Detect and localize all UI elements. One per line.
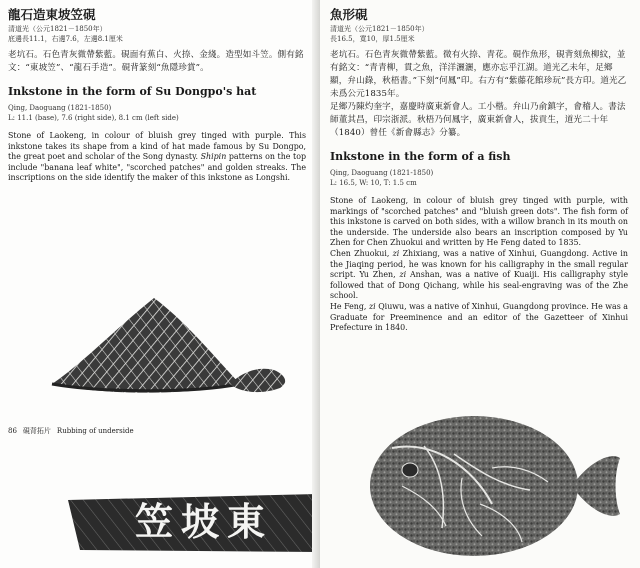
right-en-paragraph-1: Stone of Laokeng, in colour of bluish grey tinged with purple, with markings of "scorched patches" and "bluish green dots". The fish form of this inkstone is carved on both sides, with a willow branch in its mouth on the underside. The underside also bears an inscription composed by Yu Zhen for Chen Zhuokui and written by He Feng dated to 1835. (330, 196, 628, 248)
caption-en: Rubbing of underside (56, 427, 134, 435)
left-en-body-italic: Shipin (200, 152, 227, 162)
p2-italic-zi-1: zi (392, 248, 400, 258)
left-en-title: Inkstone in the form of Su Dongpo's hat (8, 85, 257, 98)
caption-zh: 硯背拓片 (22, 427, 51, 435)
page-number: 86 (8, 427, 17, 435)
left-zh-title: 龍石造東坡笠硯 (8, 7, 96, 22)
left-en-meta-dimensions: L: 11.1 (base), 7.6 (right side), 8.1 cm (left side) (8, 113, 179, 122)
right-zh-biography: 足鄉乃陳灼奎字，嘉慶時廣東新會人。工小楷。弁山乃俞鎮字，會稽人。書法師董其昌，印宗浙派。秋梧乃何鳳字，廣東新會人，拔貢生，道光二十年（1840）曾任《新會縣志》分纂。 (330, 102, 626, 138)
left-zh-description: 老坑石。石色青灰微帶紫藍。硯面有蕉白、火捺、金綫。造型如斗笠。側有銘文：“東坡笠”、“龍石手造”。硯背篆刻“魚隱珍賞”。 (8, 50, 304, 73)
right-page (320, 0, 640, 568)
left-caption (8, 427, 140, 436)
left-en-description (8, 131, 306, 184)
right-zh-description: 老坑石。石色青灰微帶紫藍。微有火捺、青花。硯作魚形，硯背刻魚柳紋，並有銘文：“青青柳，貫之魚，洋洋灑灑，應亦忘乎江湖。道光乙未年，足鄉顯，弁山錄，秋梧書。”下刻“何鳳”印。右方有“紫藤花館珍玩”長方印。道光乙未爲公元1835年。 (330, 50, 627, 99)
left-text-column (8, 7, 306, 184)
right-en-meta-dimensions: L: 16.5, W: 10, T: 1.5 cm (330, 178, 417, 187)
fish-inkstone-rubbing-image (362, 408, 624, 564)
left-zh-meta-dimensions: 底邊長11.1，右邊7.6，左邊8.1厘米 (8, 35, 123, 43)
right-en-paragraph-3 (330, 302, 628, 334)
p3-italic-zi: zi (368, 301, 376, 311)
right-en-title: Inkstone in the form of a fish (330, 150, 511, 163)
p3-text-a: He Feng, (330, 301, 369, 311)
right-en-description (330, 196, 628, 334)
p2-text-b: Zhixiang, was a native of Xinhui, Guangdong. Active in the Jiaqing period, he was known for his calligraphy in the small regular script. Yu Zhen, (330, 248, 628, 280)
left-en-meta-period: Qing, Daoguang (1821-1850) (8, 104, 112, 112)
p3-text-b: Qiuwu, was a native of Xinhui, Guangdong province. He was a Graduate for Preeminence and an editor of the Gazetteer of Xinhui Prefecture in 1840. (330, 301, 629, 333)
right-zh-meta-period: 清道光（公元1821－1850年） (330, 25, 429, 33)
right-en-meta-period: Qing, Daoguang (1821-1850) (330, 169, 434, 177)
left-zh-meta-period: 清道光（公元1821－1850年） (8, 25, 107, 33)
p2-italic-zi-2: zi (399, 270, 407, 280)
left-en-body-part1: Stone of Laokeng, in colour of bluish grey tinged with purple. This inkstone takes its shape from a kind of hat made famous by Su Dongpo, the great poet and scholar of the Song dynasty. (8, 131, 306, 162)
right-en-paragraph-2 (330, 249, 628, 302)
p2-text-a: Chen Zhuokui, (330, 248, 393, 258)
left-en-body-part2: patterns on the top include "banana leaf white", "scorched patches" and golden streaks. The inscriptions on the side identify the maker of this inkstone as Longshi. (8, 152, 306, 183)
right-zh-meta-dimensions: 長16.5，寬10，厚1.5厘米 (330, 35, 415, 43)
side-inscription-rubbing (64, 492, 324, 554)
p2-text-c: Anshan, was a native of Kuaiji. His calligraphy style followed that of Dong Qichang, while his seal-engraving was of the Zhe school. (330, 270, 628, 301)
right-text-column (330, 7, 628, 334)
side-rubbing-characters: 笠坡東 (134, 500, 273, 544)
right-zh-title: 魚形硯 (330, 7, 368, 22)
hat-inkstone-rubbing-image (44, 292, 294, 404)
